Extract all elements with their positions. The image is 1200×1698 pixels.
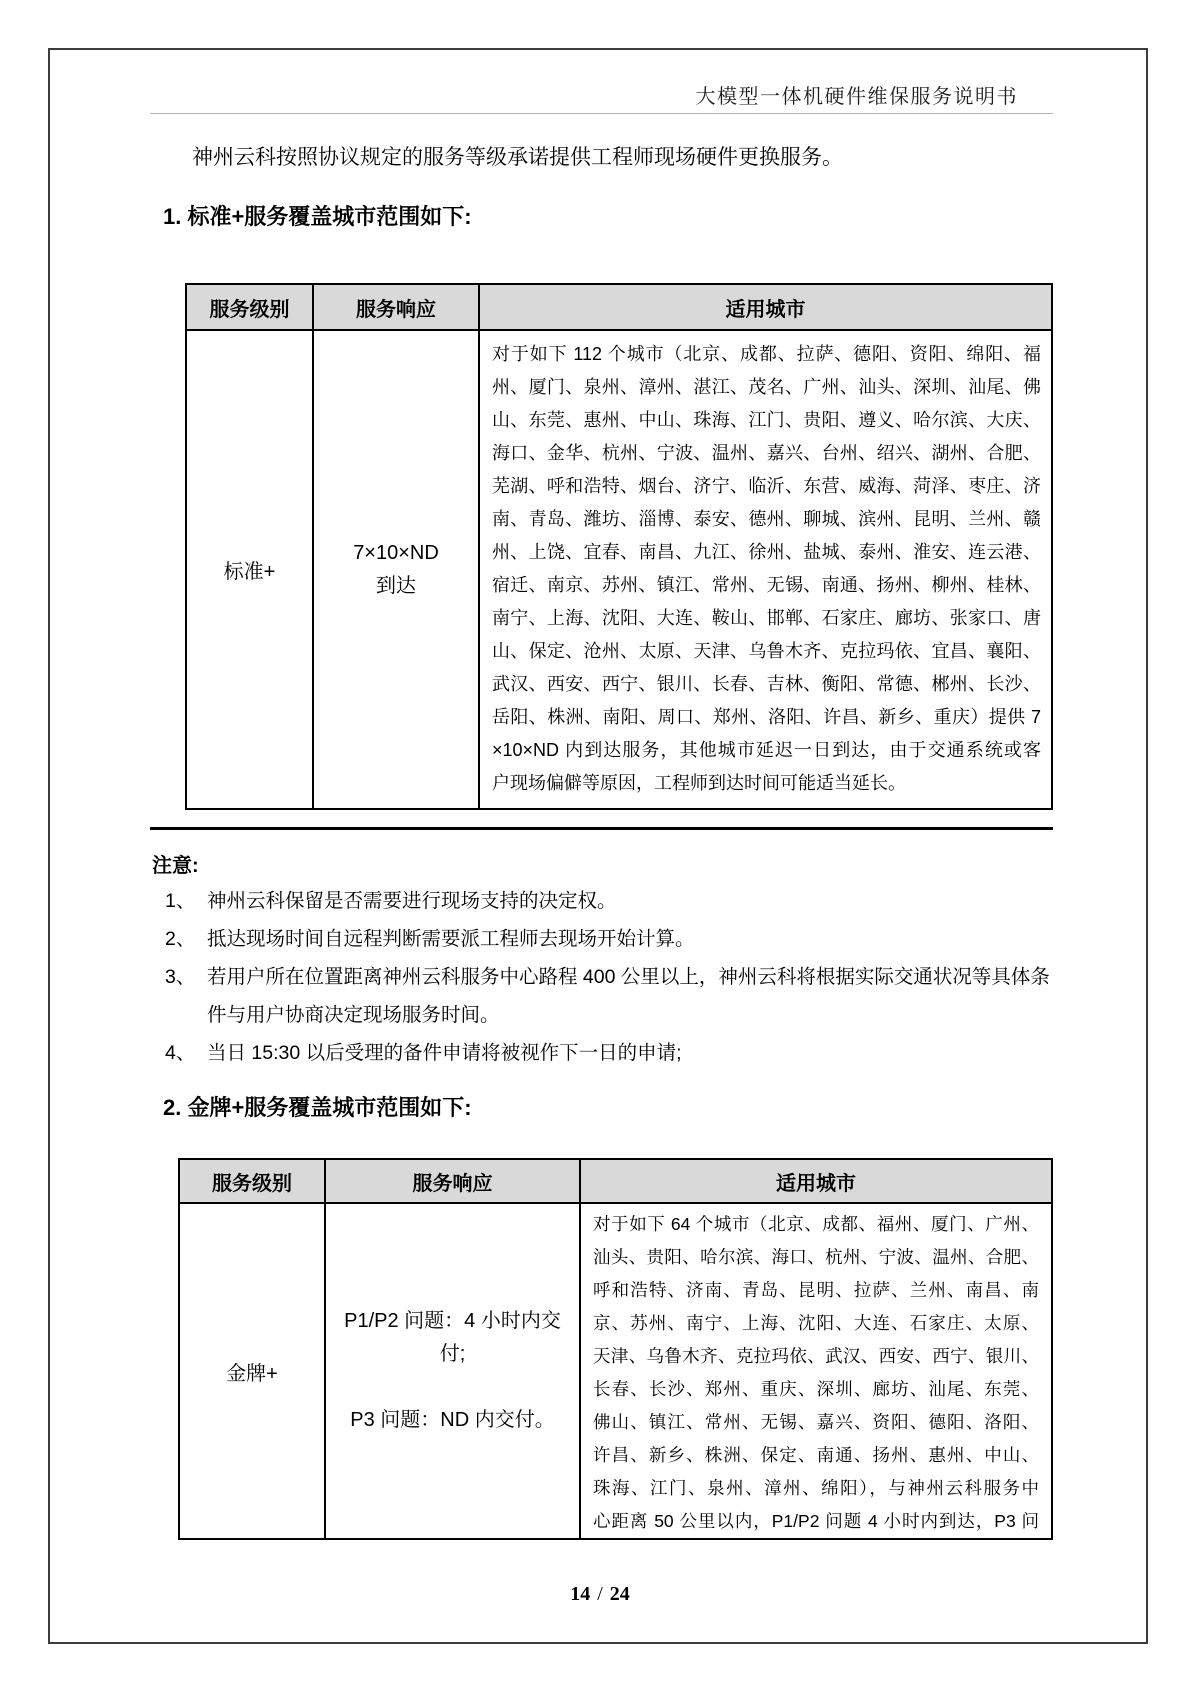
text-line: 山、东莞、惠州、中山、珠海、江门、贵阳、遵义、哈尔滨、大庆、: [492, 410, 1041, 430]
note-number: 4、: [165, 1042, 196, 1064]
table2-cell-service-level: 金牌+: [226, 1362, 278, 1385]
text-line: 南、青岛、潍坊、淄博、泰安、德州、聊城、滨州、昆明、兰州、赣: [492, 509, 1041, 529]
text-line: 山、保定、沧州、太原、天津、乌鲁木齐、克拉玛依、宜昌、襄阳、: [492, 641, 1041, 661]
text-line: 武汉、西安、西宁、银川、长春、吉林、衡阳、常德、郴州、长沙、: [492, 674, 1041, 694]
note-item: [165, 958, 1055, 1034]
standard-service-table: [185, 283, 1053, 810]
note-item: [165, 920, 1055, 958]
table2-cell-cities: [579, 1204, 1051, 1538]
text-line: 长春、长沙、郑州、重庆、深圳、廊坊、汕尾、东莞、: [593, 1379, 1039, 1399]
section-divider: [150, 827, 1053, 830]
table1-header-service-level: 服务级别: [187, 285, 312, 331]
table2-cell-service-response: [324, 1204, 579, 1538]
document-header-title: 大模型一体机硬件维保服务说明书: [695, 86, 1018, 108]
text-line: 佛山、镇江、常州、无锡、嘉兴、资阳、德阳、洛阳、: [593, 1412, 1039, 1432]
section1-heading: 1. 标准+服务覆盖城市范围如下:: [163, 204, 472, 229]
note-number: 1、: [165, 890, 196, 912]
text-line: 心距离 50 公里以内，P1/P2 问题 4 小时内到达，P3 问: [593, 1511, 1039, 1531]
text-line: P1/P2 问题：4 小时内交: [344, 1310, 561, 1332]
note-item: [165, 1034, 1055, 1072]
text-line: 岳阳、株洲、南阳、周口、郑州、洛阳、许昌、新乡、重庆）提供 7: [492, 707, 1041, 727]
table2-header-service-response: 服务响应: [324, 1160, 579, 1204]
footer-total-pages: 24: [609, 1583, 630, 1605]
text-line: [450, 1371, 456, 1404]
text-line: 珠海、江门、泉州、漳州、绵阳），与神州云科服务中: [593, 1478, 1039, 1498]
text-line: 对于如下 112 个城市（北京、成都、拉萨、德阳、资阳、绵阳、福: [492, 344, 1041, 364]
text-line: 汕头、贵阳、哈尔滨、海口、杭州、宁波、温州、合肥、: [593, 1247, 1039, 1267]
text-line: 7×10×ND: [353, 541, 439, 564]
text-line: 南宁、上海、沈阳、大连、鞍山、邯郸、石家庄、廊坊、张家口、唐: [492, 608, 1041, 628]
text-line: ×10×ND 内到达服务，其他城市延迟一日到达，由于交通系统或客: [492, 740, 1041, 760]
footer-separator: /: [597, 1583, 603, 1605]
text-line: 付;: [439, 1343, 466, 1365]
footer-page-number: 14: [570, 1583, 591, 1605]
text-line: 呼和浩特、济南、青岛、昆明、拉萨、兰州、南昌、南: [593, 1280, 1039, 1300]
text-line: 许昌、新乡、株洲、保定、南通、扬州、惠州、中山、: [593, 1445, 1039, 1465]
note-text: 神州云科保留是否需要进行现场支持的决定权。: [207, 890, 617, 912]
header-rule: [150, 113, 1053, 114]
text-line: 芜湖、呼和浩特、烟台、济宁、临沂、东营、威海、菏泽、枣庄、济: [492, 476, 1041, 496]
text-line: 州、上饶、宜春、南昌、九江、徐州、盐城、泰州、淮安、连云港、: [492, 542, 1041, 562]
note-number: 3、: [165, 966, 196, 988]
text-line: 对于如下 64 个城市（北京、成都、福州、厦门、广州、: [593, 1214, 1039, 1234]
text-line: 京、苏州、南宁、上海、沈阳、大连、石家庄、太原、: [593, 1313, 1039, 1333]
text-line: 宿迁、南京、苏州、镇江、常州、无锡、南通、扬州、柳州、桂林、: [492, 575, 1041, 595]
note-text: 若用户所在位置距离神州云科服务中心路程 400 公里以上，神州云科将根据实际交通状况等具体条件与用户协商决定现场服务时间。: [207, 966, 1050, 1026]
text-line: 到达: [376, 574, 416, 597]
text-line: 天津、乌鲁木齐、克拉玛依、武汉、西安、西宁、银川、: [593, 1346, 1039, 1366]
note-text: 当日 15:30 以后受理的备件申请将被视作下一日的申请;: [207, 1042, 682, 1064]
table1-cell-service-level: 标准+: [223, 561, 276, 583]
note-text: 抵达现场时间自远程判断需要派工程师去现场开始计算。: [207, 928, 695, 950]
notes-title: 注意:: [152, 855, 199, 877]
table2-header-cities: 适用城市: [579, 1160, 1051, 1204]
table2-header-service-level: 服务级别: [180, 1160, 324, 1204]
text-line: 海口、金华、杭州、宁波、温州、嘉兴、台州、绍兴、湖州、合肥、: [492, 443, 1041, 463]
intro-paragraph: 神州云科按照协议规定的服务等级承诺提供工程师现场硬件更换服务。: [192, 146, 843, 169]
gold-service-table: [178, 1158, 1053, 1540]
page-footer: [0, 1583, 1200, 1606]
section2-heading: 2. 金牌+服务覆盖城市范围如下:: [163, 1095, 472, 1120]
text-line: P3 问题：ND 内交付。: [350, 1409, 555, 1431]
table1-header-service-response: 服务响应: [312, 285, 478, 331]
table1-cell-service-response: [312, 331, 478, 808]
notes-list: [165, 882, 1055, 1072]
text-line: 州、厦门、泉州、漳州、湛江、茂名、广州、汕头、深圳、汕尾、佛: [492, 377, 1041, 397]
note-item: [165, 882, 1055, 920]
note-number: 2、: [165, 928, 196, 950]
text-line: 户现场偏僻等原因，工程师到达时间可能适当延长。: [492, 773, 906, 793]
table1-cell-cities: [478, 331, 1051, 808]
table1-header-cities: 适用城市: [478, 285, 1051, 331]
